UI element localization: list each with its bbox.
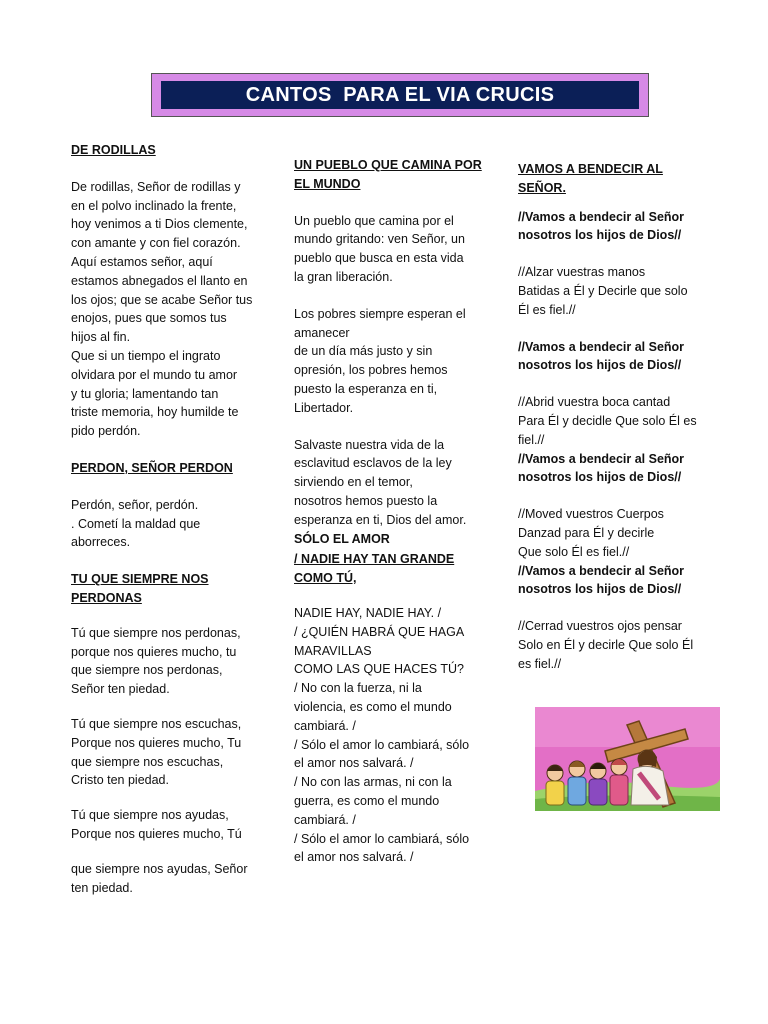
lyric-line: Aquí estamos señor, aquí [71,254,213,269]
lyric-line: pido perdón. [71,424,141,439]
lyric-line: con amante y con fiel corazón. [71,236,241,251]
song-heading-nadie-hay [294,550,484,588]
lyric-line: Que solo Él es fiel.// [518,544,630,559]
song-lyrics-nadie-hay [294,604,484,867]
lyric-line: / Sólo el amor lo cambiará, sólo [294,831,470,846]
lyric-line: . Cometí la maldad que [71,516,201,531]
lyric-line: Cristo ten piedad. [71,773,169,788]
chorus-line: nosotros los hijos de Dios// [518,228,682,243]
lyric-line: porque nos quieres mucho, tu [71,644,237,659]
column-left [71,141,261,897]
lyric-line: nosotros hemos puesto la [294,493,438,508]
column-middle [294,156,484,867]
song-heading-perdon: PERDON, SEÑOR PERDON [71,460,233,475]
lyric-line: Señor ten piedad. [71,682,170,697]
heading-line: TU QUE SIEMPRE NOS [71,572,209,587]
song-heading-vamos-a-bendecir [518,160,708,198]
chorus-line: nosotros los hijos de Dios// [518,470,682,485]
lyric-stanza [71,624,261,699]
heading-line: / NADIE HAY TAN GRANDE [294,552,455,567]
song-lyrics-perdon [71,496,261,552]
lyric-line: puesto la esperanza en ti, [294,381,438,396]
lyric-line: //Abrid vuestra boca cantad [518,395,671,410]
lyric-line: estamos abnegados el llanto en [71,273,248,288]
lyric-stanza [294,212,484,287]
lyric-line: los ojos; que se acabe Señor tus [71,292,253,307]
lyric-line: Tú que siempre nos perdonas, [71,625,241,640]
lyric-line: //Cerrad vuestros ojos pensar [518,619,682,634]
lyric-line: Él es fiel.// [518,302,576,317]
lyric-stanza [294,305,484,418]
song-heading-un-pueblo [294,156,484,194]
lyric-line: pueblo que busca en esta vida [294,251,464,266]
chorus [518,450,708,488]
lyric-line: y tu gloria; lamentando tan [71,386,219,401]
lyric-line: / Sólo el amor lo cambiará, sólo [294,737,470,752]
lyric-line: enojos, pues que somos tus [71,311,227,326]
lyric-line: Que si un tiempo el ingrato [71,348,221,363]
lyric-line: Danzad para Él y decirle [518,525,655,540]
verse [518,505,708,561]
jesus-carrying-cross-illustration [535,707,720,811]
lyric-line: esclavitud esclavos de la ley [294,456,452,471]
lyric-line: que siempre nos escuchas, [71,754,224,769]
verse [518,263,708,319]
lyric-line: / No con las armas, ni con la [294,775,452,790]
lyric-line: cambiará. / [294,718,356,733]
verse [518,617,708,673]
lyric-line: hoy venimos a ti Dios clemente, [71,217,248,232]
cross-scene-icon [535,707,720,811]
lyric-line: Salvaste nuestra vida de la [294,437,445,452]
heading-line: EL MUNDO [294,176,361,191]
lyric-line: esperanza en ti, Dios del amor. [294,512,467,527]
lyric-line: / ¿QUIÉN HABRÁ QUE HAGA [294,624,465,639]
lyric-line: cambiará. / [294,812,356,827]
lyric-line: amanecer [294,325,350,340]
lyric-line: aborreces. [71,535,131,550]
page-title: CANTOS PARA EL VIA CRUCIS [161,81,639,109]
heading-line: UN PUEBLO QUE CAMINA POR [294,158,482,172]
heading-line: VAMOS A BENDECIR AL [518,162,663,176]
lyric-line: olvidara por el mundo tu amor [71,367,238,382]
song-heading-solo-el-amor: SÓLO EL AMOR [294,531,390,546]
lyric-line: triste memoria, hoy humilde te [71,405,239,420]
chorus-line: //Vamos a bendecir al Señor [518,339,685,354]
lyric-line: ten piedad. [71,880,133,895]
song-lyrics-de-rodillas [71,178,261,441]
chorus [518,338,708,376]
lyric-line: guerra, es como el mundo [294,793,440,808]
song-heading-de-rodillas: DE RODILLAS [71,143,156,157]
lyric-line: Perdón, señor, perdón. [71,497,199,512]
lyric-line: Libertador. [294,400,354,415]
heading-line: COMO TÚ, [294,571,357,586]
lyric-stanza [294,436,484,530]
lyric-line: que siempre nos ayudas, Señor [71,861,248,876]
chorus-line: //Vamos a bendecir al Señor [518,209,685,224]
lyric-line: De rodillas, Señor de rodillas y [71,179,241,194]
song-heading-tu-que-siempre [71,570,261,608]
lyric-line: //Alzar vuestras manos [518,265,646,280]
lyric-line: //Moved vuestros Cuerpos [518,507,664,522]
lyric-line: la gran liberación. [294,269,393,284]
lyric-line: Tú que siempre nos ayudas, [71,808,229,823]
lyric-stanza [71,715,261,790]
chorus-line: //Vamos a bendecir al Señor [518,451,685,466]
lyric-line: opresión, los pobres hemos [294,363,448,378]
lyric-stanza [71,860,261,898]
lyric-line: / No con la fuerza, ni la [294,681,422,696]
lyric-line: violencia, es como el mundo [294,699,452,714]
lyric-line: el amor nos salvará. / [294,850,414,865]
lyric-line: Tú que siempre nos escuchas, [71,716,242,731]
heading-line: SEÑOR. [518,180,566,195]
lyric-line: Porque nos quieres mucho, Tú [71,826,242,841]
lyric-line: Para Él y decidle Que solo Él es [518,413,697,428]
lyric-line: NADIE HAY, NADIE HAY. / [294,605,442,620]
lyric-line: que siempre nos perdonas, [71,663,223,678]
lyric-line: fiel.// [518,432,545,447]
chorus [518,208,708,246]
title-banner [151,73,649,117]
chorus-line: //Vamos a bendecir al Señor [518,563,685,578]
lyric-line: Un pueblo que camina por el [294,213,454,228]
lyric-line: COMO LAS QUE HACES TÚ? [294,662,464,677]
column-right [518,160,708,674]
lyric-line: es fiel.// [518,656,562,671]
lyric-line: MARAVILLAS [294,643,372,658]
lyric-line: en el polvo inclinado la frente, [71,198,237,213]
lyric-line: sirviendo en el temor, [294,475,413,490]
lyric-line: Los pobres siempre esperan el [294,306,466,321]
lyric-line: el amor nos salvará. / [294,756,414,771]
lyric-line: Solo en Él y decirle Que solo Él [518,637,694,652]
lyric-line: hijos al fin. [71,330,131,345]
lyric-stanza [71,806,261,844]
lyric-line: mundo gritando: ven Señor, un [294,232,465,247]
lyric-line: Batidas a Él y Decirle que solo [518,283,688,298]
heading-line: PERDONAS [71,590,142,605]
lyric-line: Porque nos quieres mucho, Tu [71,735,242,750]
chorus [518,562,708,600]
verse [518,393,708,449]
chorus-line: nosotros los hijos de Dios// [518,582,682,597]
lyric-line: de un día más justo y sin [294,344,433,359]
chorus-line: nosotros los hijos de Dios// [518,358,682,373]
